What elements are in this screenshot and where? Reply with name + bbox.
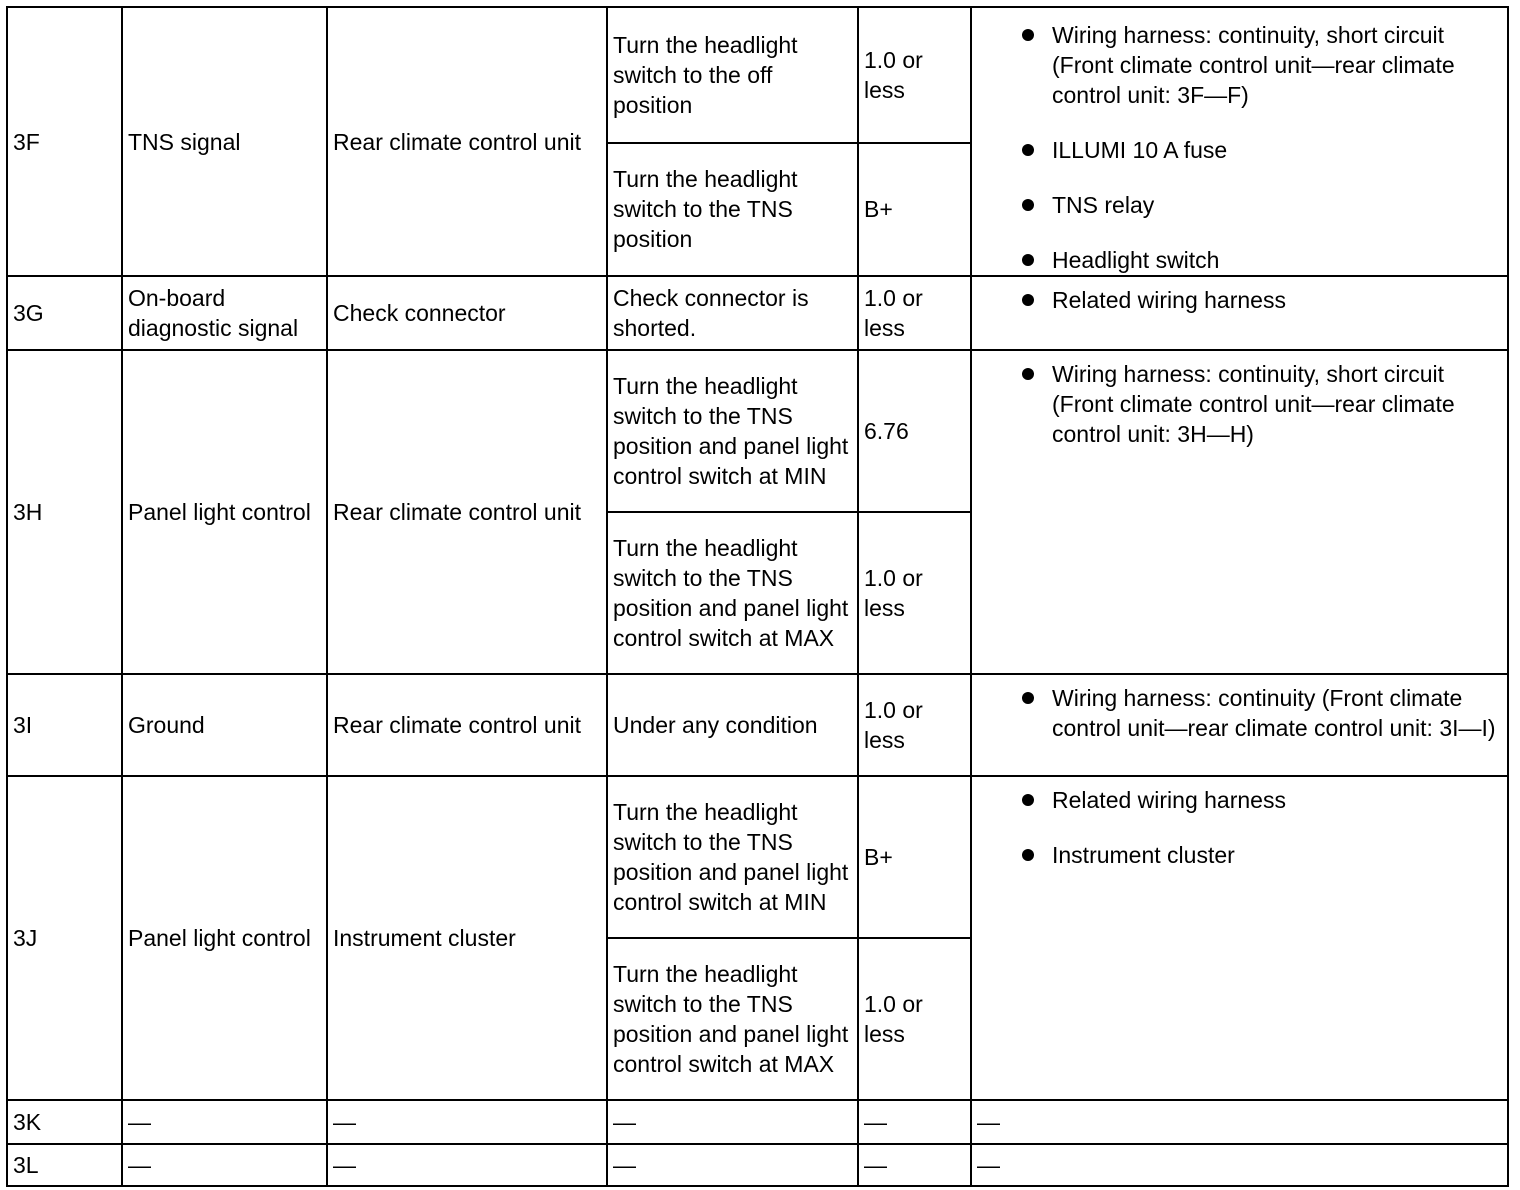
- terminal-cell: 3I: [7, 674, 122, 776]
- condition-cell: Check connector is shorted.: [607, 276, 858, 350]
- bullet-icon: [1022, 199, 1034, 211]
- table-row: [7, 7, 1508, 143]
- connected-to-cell: Check connector: [327, 276, 607, 350]
- list-item: Related wiring harness: [982, 785, 1502, 815]
- condition-cell: Turn the headlight switch to the off position: [607, 7, 858, 143]
- table-row: [7, 1144, 1508, 1186]
- voltage-cell: —: [858, 1100, 971, 1144]
- inspection-items-cell: —: [971, 1100, 1508, 1144]
- signal-cell: Ground: [122, 674, 327, 776]
- bullet-icon: [1022, 29, 1034, 41]
- signal-cell: Panel light control: [122, 350, 327, 674]
- signal-cell: —: [122, 1144, 327, 1186]
- condition-cell: Under any condition: [607, 674, 858, 776]
- voltage-cell: 1.0 or less: [858, 276, 971, 350]
- connected-to-cell: Instrument cluster: [327, 776, 607, 1100]
- inspection-items-cell: [971, 7, 1508, 276]
- bullet-icon: [1022, 849, 1034, 861]
- voltage-cell: B+: [858, 776, 971, 938]
- connected-to-cell: Rear climate control unit: [327, 7, 607, 276]
- list-item: Wiring harness: continuity, short circuit (Front climate control unit—rear climate control unit: 3H—H): [982, 359, 1502, 449]
- list-item: Instrument cluster: [982, 840, 1502, 870]
- voltage-cell: 1.0 or less: [858, 938, 971, 1100]
- list-item: Wiring harness: continuity, short circuit (Front climate control unit—rear climate control unit: 3F—F): [982, 20, 1502, 110]
- condition-cell: —: [607, 1144, 858, 1186]
- list-item: Related wiring harness: [982, 285, 1502, 315]
- bullet-icon: [1022, 794, 1034, 806]
- inspection-items-cell: [971, 674, 1508, 776]
- bullet-icon: [1022, 294, 1034, 306]
- terminal-voltage-table: [6, 6, 1509, 1187]
- connected-to-cell: Rear climate control unit: [327, 350, 607, 674]
- terminal-cell: 3L: [7, 1144, 122, 1186]
- connected-to-cell: Rear climate control unit: [327, 674, 607, 776]
- bullet-icon: [1022, 692, 1034, 704]
- condition-cell: Turn the headlight switch to the TNS position: [607, 143, 858, 277]
- condition-cell: Turn the headlight switch to the TNS position and panel light control switch at MIN: [607, 350, 858, 512]
- condition-cell: Turn the headlight switch to the TNS position and panel light control switch at MIN: [607, 776, 858, 938]
- voltage-cell: 1.0 or less: [858, 7, 971, 143]
- list-item: Wiring harness: continuity (Front climate control unit—rear climate control unit: 3I—I): [982, 683, 1502, 743]
- terminal-cell: 3F: [7, 7, 122, 276]
- inspection-list: [982, 359, 1502, 449]
- voltage-cell: 1.0 or less: [858, 512, 971, 674]
- inspection-list: [982, 683, 1502, 743]
- inspection-items-cell: [971, 350, 1508, 674]
- signal-cell: Panel light control: [122, 776, 327, 1100]
- inspection-list: [982, 20, 1502, 275]
- terminal-cell: 3H: [7, 350, 122, 674]
- connected-to-cell: —: [327, 1144, 607, 1186]
- terminal-cell: 3G: [7, 276, 122, 350]
- voltage-cell: —: [858, 1144, 971, 1186]
- list-item: Headlight switch: [982, 245, 1502, 275]
- terminal-cell: 3J: [7, 776, 122, 1100]
- signal-cell: On-board diagnostic signal: [122, 276, 327, 350]
- list-item: ILLUMI 10 A fuse: [982, 135, 1502, 165]
- bullet-icon: [1022, 368, 1034, 380]
- table-row: [7, 674, 1508, 776]
- signal-cell: TNS signal: [122, 7, 327, 276]
- bullet-icon: [1022, 144, 1034, 156]
- inspection-items-cell: [971, 276, 1508, 350]
- list-item: TNS relay: [982, 190, 1502, 220]
- condition-cell: Turn the headlight switch to the TNS position and panel light control switch at MAX: [607, 512, 858, 674]
- inspection-list: [982, 785, 1502, 870]
- condition-cell: Turn the headlight switch to the TNS position and panel light control switch at MAX: [607, 938, 858, 1100]
- table-row: [7, 276, 1508, 350]
- terminal-cell: 3K: [7, 1100, 122, 1144]
- inspection-items-cell: —: [971, 1144, 1508, 1186]
- voltage-cell: B+: [858, 143, 971, 277]
- inspection-list: [982, 285, 1502, 315]
- table-row: [7, 776, 1508, 938]
- table-row: [7, 350, 1508, 512]
- condition-cell: —: [607, 1100, 858, 1144]
- connected-to-cell: —: [327, 1100, 607, 1144]
- bullet-icon: [1022, 254, 1034, 266]
- signal-cell: —: [122, 1100, 327, 1144]
- inspection-items-cell: [971, 776, 1508, 1100]
- table-row: [7, 1100, 1508, 1144]
- voltage-cell: 6.76: [858, 350, 971, 512]
- voltage-cell: 1.0 or less: [858, 674, 971, 776]
